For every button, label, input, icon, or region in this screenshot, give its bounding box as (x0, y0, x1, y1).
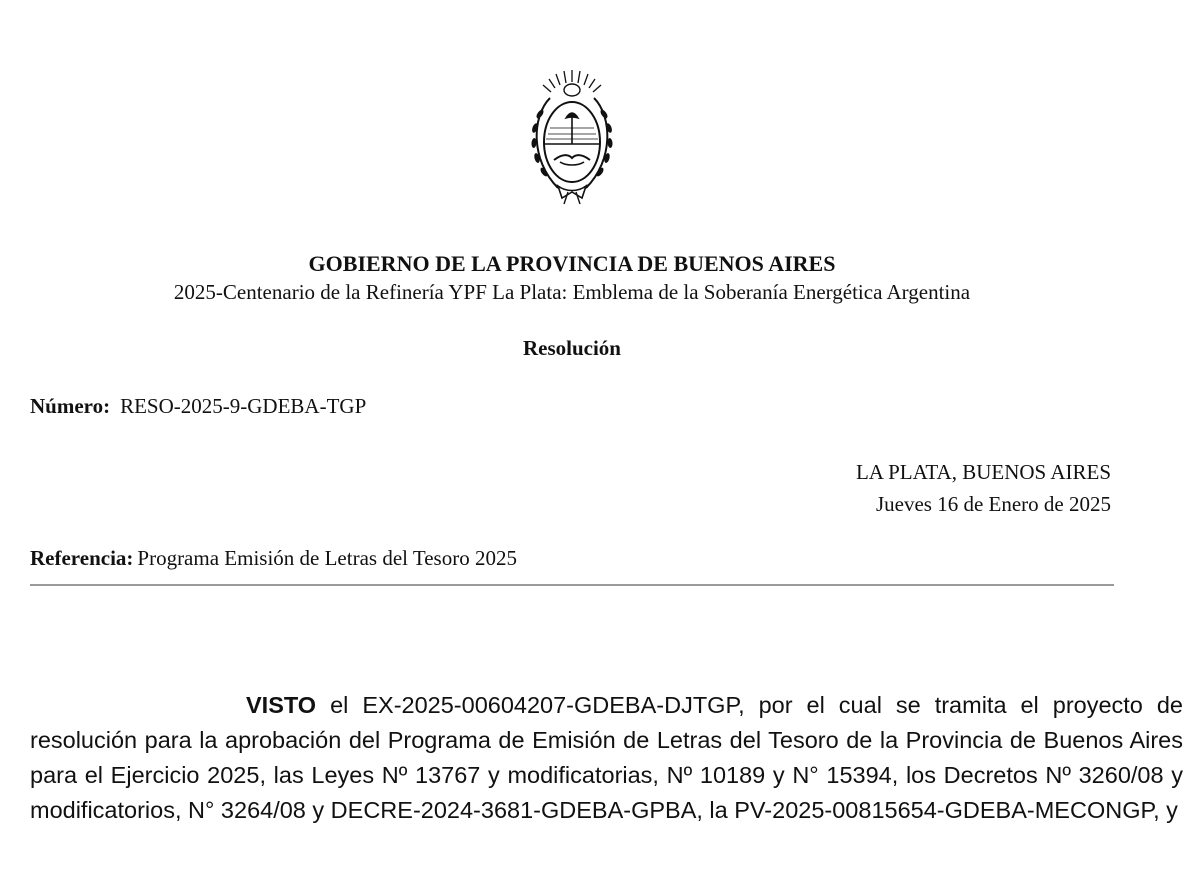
document-type: Resolución (522, 336, 621, 360)
reference-value: Programa Emisión de Letras del Tesoro 2025 (137, 546, 517, 570)
visto-paragraph (30, 688, 1183, 828)
government-title: GOBIERNO DE LA PROVINCIA DE BUENOS AIRES (308, 251, 836, 276)
resolution-number-value: RESO-2025-9-GDEBA-TGP (120, 394, 367, 418)
visto-lead: VISTO (246, 692, 317, 718)
resolution-number (30, 394, 366, 419)
visto-text: el EX-2025-00604207-GDEBA-DJTGP, por el cual se tramita el proyecto de resolución para la aprobación del Programa de Emisión de Letras del Tesoro de la Provincia de Buenos Aires para el Ejercicio 2025, las Leyes Nº 13767 y modificatorias, Nº 10189 y N° 15394, los Decretos Nº 3260/08 y modificatorios, N° 3264/08 y DECRE-2024-3681-GDEBA-GPBA, la PV-2025-00815654-GDEBA-MECONGP, y (30, 692, 1183, 823)
resolution-number-label: Número: (30, 394, 111, 418)
reference (30, 546, 517, 571)
location-city: LA PLATA, BUENOS AIRES (855, 460, 1111, 484)
document-date: Jueves 16 de Enero de 2025 (875, 492, 1111, 516)
year-motto: 2025-Centenario de la Refinería YPF La Plata: Emblema de la Soberanía Energética Argentina (173, 280, 971, 304)
divider (30, 584, 1114, 586)
reference-label: Referencia: (30, 546, 134, 570)
coat-of-arms-icon (524, 68, 620, 208)
location-date (856, 456, 1111, 520)
